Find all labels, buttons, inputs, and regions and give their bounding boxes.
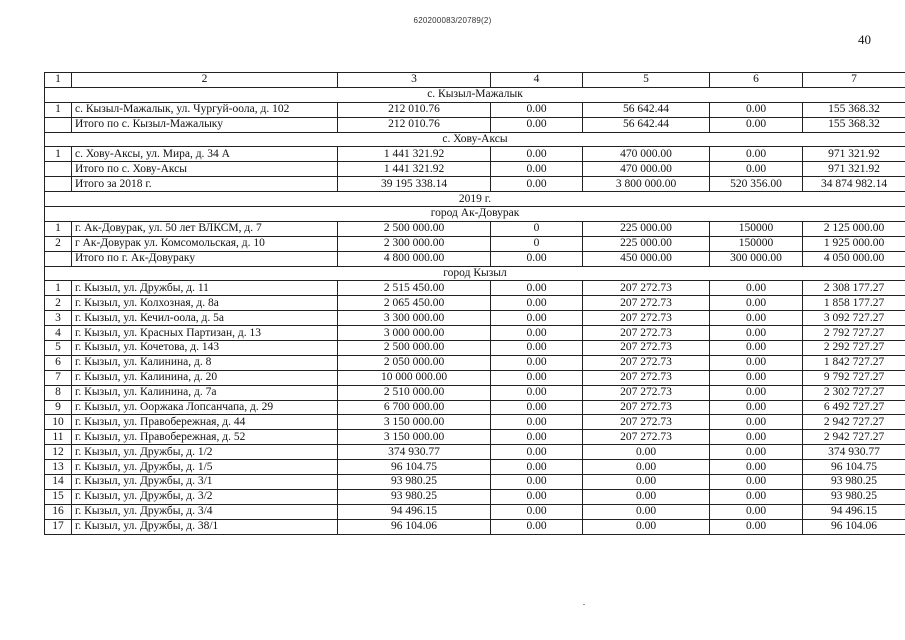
- amount-cell: 207 272.73: [583, 341, 710, 356]
- amount-cell: 1 858 177.27: [803, 296, 905, 311]
- address-cell: г. Кызыл, ул. Колхозная, д. 8а: [72, 296, 338, 311]
- amount-cell: 0.00: [710, 430, 803, 445]
- row-number-cell: 7: [45, 370, 72, 385]
- amount-cell: 2 510 000.00: [338, 385, 491, 400]
- amount-cell: 212 010.76: [338, 117, 491, 132]
- row-number-cell: 13: [45, 460, 72, 475]
- amount-cell: 450 000.00: [583, 251, 710, 266]
- amount-cell: 470 000.00: [583, 147, 710, 162]
- amount-cell: 0.00: [491, 251, 583, 266]
- amount-cell: 0.00: [491, 385, 583, 400]
- amount-cell: 150000: [710, 221, 803, 236]
- amount-cell: 0.00: [491, 177, 583, 192]
- amount-cell: 3 000 000.00: [338, 326, 491, 341]
- amount-cell: 1 925 000.00: [803, 236, 905, 251]
- table-row: [45, 430, 905, 445]
- row-number-cell: 10: [45, 415, 72, 430]
- amount-cell: 0.00: [491, 296, 583, 311]
- section-title: с. Хову-Аксы: [45, 132, 905, 147]
- amount-cell: 2 500 000.00: [338, 221, 491, 236]
- address-cell: г. Кызыл, ул. Калинина, д. 7а: [72, 385, 338, 400]
- amount-cell: 6 700 000.00: [338, 400, 491, 415]
- table-row: [45, 326, 905, 341]
- address-cell: г. Кызыл, ул. Правобережная, д. 44: [72, 415, 338, 430]
- amount-cell: 34 874 982.14: [803, 177, 905, 192]
- amount-cell: 2 792 727.27: [803, 326, 905, 341]
- row-number-cell: 1: [45, 281, 72, 296]
- amount-cell: 0.00: [491, 281, 583, 296]
- amount-cell: 470 000.00: [583, 162, 710, 177]
- amount-cell: 0.00: [710, 162, 803, 177]
- header-cell: 6: [710, 73, 803, 88]
- amount-cell: 0.00: [710, 281, 803, 296]
- amount-cell: 4 050 000.00: [803, 251, 905, 266]
- table-row: [45, 296, 905, 311]
- amount-cell: 56 642.44: [583, 117, 710, 132]
- amount-cell: 0.00: [710, 400, 803, 415]
- table-row: [45, 102, 905, 117]
- address-cell: г. Кызыл, ул. Дружбы, д. 3/1: [72, 475, 338, 490]
- amount-cell: 300 000.00: [710, 251, 803, 266]
- amount-cell: 212 010.76: [338, 102, 491, 117]
- amount-cell: 2 050 000.00: [338, 355, 491, 370]
- amount-cell: 3 150 000.00: [338, 430, 491, 445]
- amount-cell: 0.00: [583, 519, 710, 534]
- amount-cell: 207 272.73: [583, 385, 710, 400]
- amount-cell: 2 942 727.27: [803, 430, 905, 445]
- address-cell: Итого по г. Ак-Довураку: [72, 251, 338, 266]
- amount-cell: 0.00: [491, 475, 583, 490]
- row-number-cell: [45, 177, 72, 192]
- amount-cell: 0.00: [491, 341, 583, 356]
- amount-cell: 0.00: [491, 147, 583, 162]
- amount-cell: 971 321.92: [803, 162, 905, 177]
- amount-cell: 374 930.77: [803, 445, 905, 460]
- table-row: [45, 415, 905, 430]
- amount-cell: 207 272.73: [583, 415, 710, 430]
- amount-cell: 2 302 727.27: [803, 385, 905, 400]
- amount-cell: 0.00: [710, 296, 803, 311]
- amount-cell: 3 092 727.27: [803, 311, 905, 326]
- section-header-row: [45, 266, 905, 281]
- amount-cell: 56 642.44: [583, 102, 710, 117]
- amount-cell: 0.00: [710, 519, 803, 534]
- amount-cell: 93 980.25: [338, 475, 491, 490]
- amount-cell: 0.00: [491, 400, 583, 415]
- amount-cell: 0: [491, 236, 583, 251]
- amount-cell: 374 930.77: [338, 445, 491, 460]
- address-cell: г. Кызыл, ул. Дружбы, д. 38/1: [72, 519, 338, 534]
- amount-cell: 0.00: [710, 415, 803, 430]
- address-cell: г. Кызыл, ул. Ооржака Лопсанчапа, д. 29: [72, 400, 338, 415]
- amount-cell: 0: [491, 221, 583, 236]
- amount-cell: 155 368.32: [803, 102, 905, 117]
- table-row: [45, 519, 905, 534]
- section-title: 2019 г.: [45, 192, 905, 207]
- amount-cell: 0.00: [583, 504, 710, 519]
- amount-cell: 207 272.73: [583, 326, 710, 341]
- amount-cell: 2 942 727.27: [803, 415, 905, 430]
- table-row: [45, 281, 905, 296]
- address-cell: г. Кызыл, ул. Кочетова, д. 143: [72, 341, 338, 356]
- amount-cell: 0.00: [583, 460, 710, 475]
- amount-cell: 1 441 321.92: [338, 147, 491, 162]
- address-cell: Итого за 2018 г.: [72, 177, 338, 192]
- amount-cell: 0.00: [710, 102, 803, 117]
- amount-cell: 2 125 000.00: [803, 221, 905, 236]
- amount-cell: 150000: [710, 236, 803, 251]
- table-row: [45, 311, 905, 326]
- address-cell: г. Кызыл, ул. Дружбы, д. 1/5: [72, 460, 338, 475]
- row-number-cell: [45, 251, 72, 266]
- amount-cell: 0.00: [710, 385, 803, 400]
- table-row: [45, 400, 905, 415]
- amount-cell: 207 272.73: [583, 281, 710, 296]
- amount-cell: 10 000 000.00: [338, 370, 491, 385]
- amount-cell: 0.00: [491, 519, 583, 534]
- table-row: [45, 147, 905, 162]
- amount-cell: 39 195 338.14: [338, 177, 491, 192]
- amount-cell: 0.00: [491, 370, 583, 385]
- amount-cell: 0.00: [710, 147, 803, 162]
- data-table: [44, 72, 905, 535]
- amount-cell: 3 150 000.00: [338, 415, 491, 430]
- amount-cell: 96 104.06: [803, 519, 905, 534]
- row-number-cell: 1: [45, 102, 72, 117]
- amount-cell: 0.00: [491, 117, 583, 132]
- table-row: [45, 355, 905, 370]
- amount-cell: 0.00: [710, 460, 803, 475]
- amount-cell: 93 980.25: [803, 489, 905, 504]
- row-number-cell: 3: [45, 311, 72, 326]
- amount-cell: 2 292 727.27: [803, 341, 905, 356]
- page-number: 40: [858, 32, 871, 47]
- table-row: [45, 221, 905, 236]
- row-number-cell: 9: [45, 400, 72, 415]
- row-number-cell: 11: [45, 430, 72, 445]
- amount-cell: 2 308 177.27: [803, 281, 905, 296]
- amount-cell: 0.00: [491, 162, 583, 177]
- row-number-cell: 6: [45, 355, 72, 370]
- amount-cell: 96 104.75: [338, 460, 491, 475]
- row-number-cell: 17: [45, 519, 72, 534]
- amount-cell: 1 441 321.92: [338, 162, 491, 177]
- address-cell: с. Хову-Аксы, ул. Мира, д. 34 А: [72, 147, 338, 162]
- amount-cell: 9 792 727.27: [803, 370, 905, 385]
- amount-cell: 225 000.00: [583, 236, 710, 251]
- amount-cell: 96 104.06: [338, 519, 491, 534]
- address-cell: г. Кызыл, ул. Дружбы, д. 11: [72, 281, 338, 296]
- section-title: город Кызыл: [45, 266, 905, 281]
- address-cell: г. Кызыл, ул. Дружбы, д. 1/2: [72, 445, 338, 460]
- amount-cell: 207 272.73: [583, 370, 710, 385]
- amount-cell: 2 500 000.00: [338, 341, 491, 356]
- address-cell: г. Кызыл, ул. Правобережная, д. 52: [72, 430, 338, 445]
- section-title: с. Кызыл-Мажалык: [45, 87, 905, 102]
- amount-cell: 6 492 727.27: [803, 400, 905, 415]
- amount-cell: 0.00: [710, 445, 803, 460]
- document-id: 620200083/20789(2): [413, 16, 492, 25]
- table-row: [45, 177, 905, 192]
- amount-cell: 207 272.73: [583, 355, 710, 370]
- amount-cell: 0.00: [491, 355, 583, 370]
- amount-cell: 0.00: [491, 102, 583, 117]
- header-row: [45, 73, 905, 88]
- row-number-cell: 16: [45, 504, 72, 519]
- amount-cell: 0.00: [491, 504, 583, 519]
- section-header-row: [45, 192, 905, 207]
- header-cell: 5: [583, 73, 710, 88]
- row-number-cell: 1: [45, 147, 72, 162]
- table-row: [45, 475, 905, 490]
- amount-cell: 0.00: [710, 489, 803, 504]
- amount-cell: 93 980.25: [338, 489, 491, 504]
- address-cell: с. Кызыл-Мажалык, ул. Чургуй-оола, д. 102: [72, 102, 338, 117]
- amount-cell: 96 104.75: [803, 460, 905, 475]
- amount-cell: 225 000.00: [583, 221, 710, 236]
- amount-cell: 520 356.00: [710, 177, 803, 192]
- amount-cell: 4 800 000.00: [338, 251, 491, 266]
- row-number-cell: 14: [45, 475, 72, 490]
- amount-cell: 0.00: [710, 311, 803, 326]
- amount-cell: 0.00: [491, 311, 583, 326]
- table-row: [45, 117, 905, 132]
- table-row: [45, 370, 905, 385]
- address-cell: г. Кызыл, ул. Красных Партизан, д. 13: [72, 326, 338, 341]
- address-cell: Итого по с. Хову-Аксы: [72, 162, 338, 177]
- row-number-cell: 15: [45, 489, 72, 504]
- row-number-cell: [45, 162, 72, 177]
- table-row: [45, 341, 905, 356]
- header-cell: 7: [803, 73, 905, 88]
- amount-cell: 3 800 000.00: [583, 177, 710, 192]
- header-cell: 2: [72, 73, 338, 88]
- amount-cell: 0.00: [583, 475, 710, 490]
- row-number-cell: 1: [45, 221, 72, 236]
- amount-cell: 207 272.73: [583, 311, 710, 326]
- amount-cell: 0.00: [583, 445, 710, 460]
- table-row: [45, 236, 905, 251]
- address-cell: Итого по с. Кызыл-Мажалыку: [72, 117, 338, 132]
- row-number-cell: [45, 117, 72, 132]
- row-number-cell: 5: [45, 341, 72, 356]
- amount-cell: 94 496.15: [803, 504, 905, 519]
- amount-cell: 0.00: [710, 504, 803, 519]
- section-header-row: [45, 132, 905, 147]
- header-cell: 3: [338, 73, 491, 88]
- amount-cell: 1 842 727.27: [803, 355, 905, 370]
- amount-cell: 93 980.25: [803, 475, 905, 490]
- scan-speck: [583, 604, 585, 605]
- amount-cell: 94 496.15: [338, 504, 491, 519]
- amount-cell: 0.00: [710, 475, 803, 490]
- amount-cell: 0.00: [491, 415, 583, 430]
- table-row: [45, 162, 905, 177]
- header-cell: 1: [45, 73, 72, 88]
- table-row: [45, 489, 905, 504]
- amount-cell: 3 300 000.00: [338, 311, 491, 326]
- amount-cell: 2 300 000.00: [338, 236, 491, 251]
- table-row: [45, 251, 905, 266]
- table-row: [45, 504, 905, 519]
- table-row: [45, 385, 905, 400]
- amount-cell: 0.00: [491, 460, 583, 475]
- amount-cell: 971 321.92: [803, 147, 905, 162]
- amount-cell: 0.00: [491, 489, 583, 504]
- address-cell: г. Кызыл, ул. Дружбы, д. 3/4: [72, 504, 338, 519]
- section-title: город Ак-Довурак: [45, 207, 905, 222]
- amount-cell: 0.00: [710, 326, 803, 341]
- amount-cell: 2 515 450.00: [338, 281, 491, 296]
- amount-cell: 0.00: [710, 341, 803, 356]
- amount-cell: 0.00: [491, 445, 583, 460]
- row-number-cell: 8: [45, 385, 72, 400]
- amount-cell: 0.00: [583, 489, 710, 504]
- section-header-row: [45, 87, 905, 102]
- header-cell: 4: [491, 73, 583, 88]
- amount-cell: 2 065 450.00: [338, 296, 491, 311]
- amount-cell: 0.00: [491, 326, 583, 341]
- row-number-cell: 2: [45, 236, 72, 251]
- amount-cell: 0.00: [710, 370, 803, 385]
- amount-cell: 0.00: [491, 430, 583, 445]
- address-cell: г. Ак-Довурак, ул. 50 лет ВЛКСМ, д. 7: [72, 221, 338, 236]
- section-header-row: [45, 207, 905, 222]
- address-cell: г Ак-Довурак ул. Комсомольская, д. 10: [72, 236, 338, 251]
- table-row: [45, 460, 905, 475]
- amount-cell: 207 272.73: [583, 296, 710, 311]
- amount-cell: 0.00: [710, 355, 803, 370]
- address-cell: г. Кызыл, ул. Калинина, д. 20: [72, 370, 338, 385]
- address-cell: г. Кызыл, ул. Кечил-оола, д. 5а: [72, 311, 338, 326]
- address-cell: г. Кызыл, ул. Дружбы, д. 3/2: [72, 489, 338, 504]
- row-number-cell: 2: [45, 296, 72, 311]
- amount-cell: 0.00: [710, 117, 803, 132]
- table-row: [45, 445, 905, 460]
- row-number-cell: 4: [45, 326, 72, 341]
- amount-cell: 207 272.73: [583, 400, 710, 415]
- row-number-cell: 12: [45, 445, 72, 460]
- address-cell: г. Кызыл, ул. Калинина, д. 8: [72, 355, 338, 370]
- amount-cell: 207 272.73: [583, 430, 710, 445]
- amount-cell: 155 368.32: [803, 117, 905, 132]
